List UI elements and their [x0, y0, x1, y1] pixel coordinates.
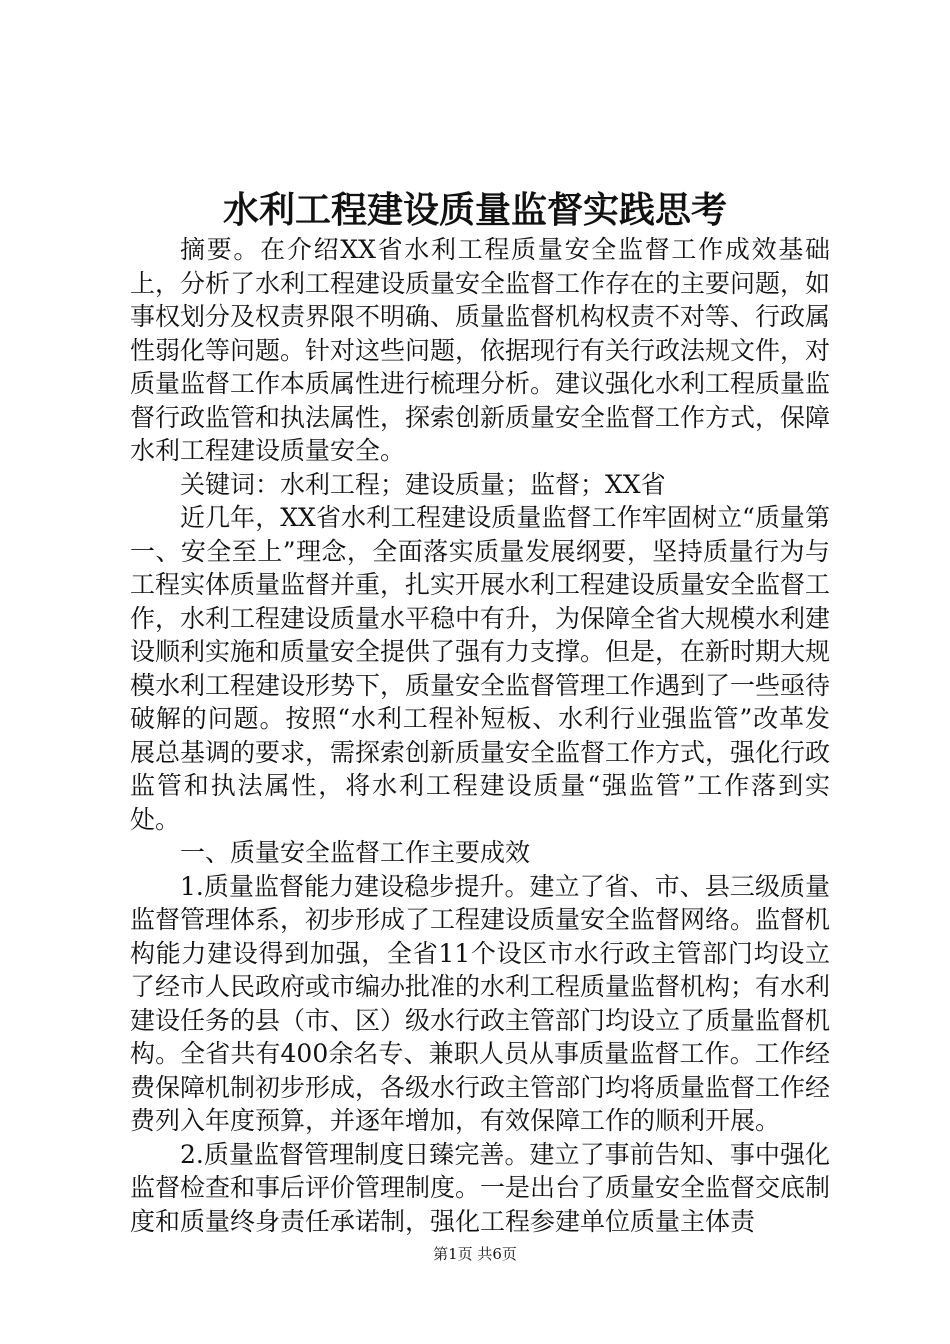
abstract-paragraph: 摘要。在介绍XX省水利工程质量安全监督工作成效基础上，分析了水利工程建设质量安全监督工作存在的主要问题，如事权划分及权责界限不明确、质量监督机构权责不对等、行政属性弱化等问题。针对这些问题，依据现行有关行政法规文件，对质量监督工作本质属性进行梳理分析。建议强化水利工程质量监督行政监管和执法属性，探索创新质量安全监督工作方式，保障水利工程建设质量安全。	[130, 235, 831, 465]
intro-paragraph: 近几年，XX省水利工程建设质量监督工作牢固树立“质量第一、安全至上”理念，全面落实质量发展纲要，坚持质量行为与工程实体质量监督并重，扎实开展水利工程建设质量安全监督工作，水利工程建设质量水平稳中有升，为保障全省大规模水利建设顺利实施和质量安全提供了强有力支撑。但是，在新时期大规模水利工程建设形势下，质量安全监督管理工作遇到了一些亟待破解的问题。按照“水利工程补短板、水利行业强监管”改革发展总基调的要求，需探索创新质量安全监督工作方式，强化行政监管和执法属性，将水利工程建设质量“强监管”工作落到实处。	[130, 503, 831, 834]
page-footer: 第1页 共6页	[433, 1245, 517, 1263]
document-body	[130, 233, 830, 1238]
document-title: 水利工程建设质量监督实践思考	[222, 189, 727, 231]
body-paragraph: 1.质量监督能力建设稳步提升。建立了省、市、县三级质量监督管理体系，初步形成了工程建设质量安全监督网络。监督机构能力建设得到加强，全省11个设区市水行政主管部门均设立了经市人民政府或市编办批准的水利工程质量监督机构；有水利建设任务的县（市、区）级水行政主管部门均设立了质量监督机构。全省共有400余名专、兼职人员从事质量监督工作。工作经费保障机制初步形成，各级水行政主管部门均将质量监督工作经费列入年度预算，并逐年增加，有效保障工作的顺利开展。	[130, 871, 831, 1135]
keywords-paragraph: 关键词：水利工程；建设质量；监督；XX省	[180, 469, 666, 499]
body-paragraph: 2.质量监督管理制度日臻完善。建立了事前告知、事中强化监督检查和事后评价管理制度。一是出台了质量安全监督交底制度和质量终身责任承诺制，强化工程参建单位质量主体责	[130, 1139, 831, 1236]
section-heading: 一、质量安全监督工作主要成效	[180, 838, 531, 867]
